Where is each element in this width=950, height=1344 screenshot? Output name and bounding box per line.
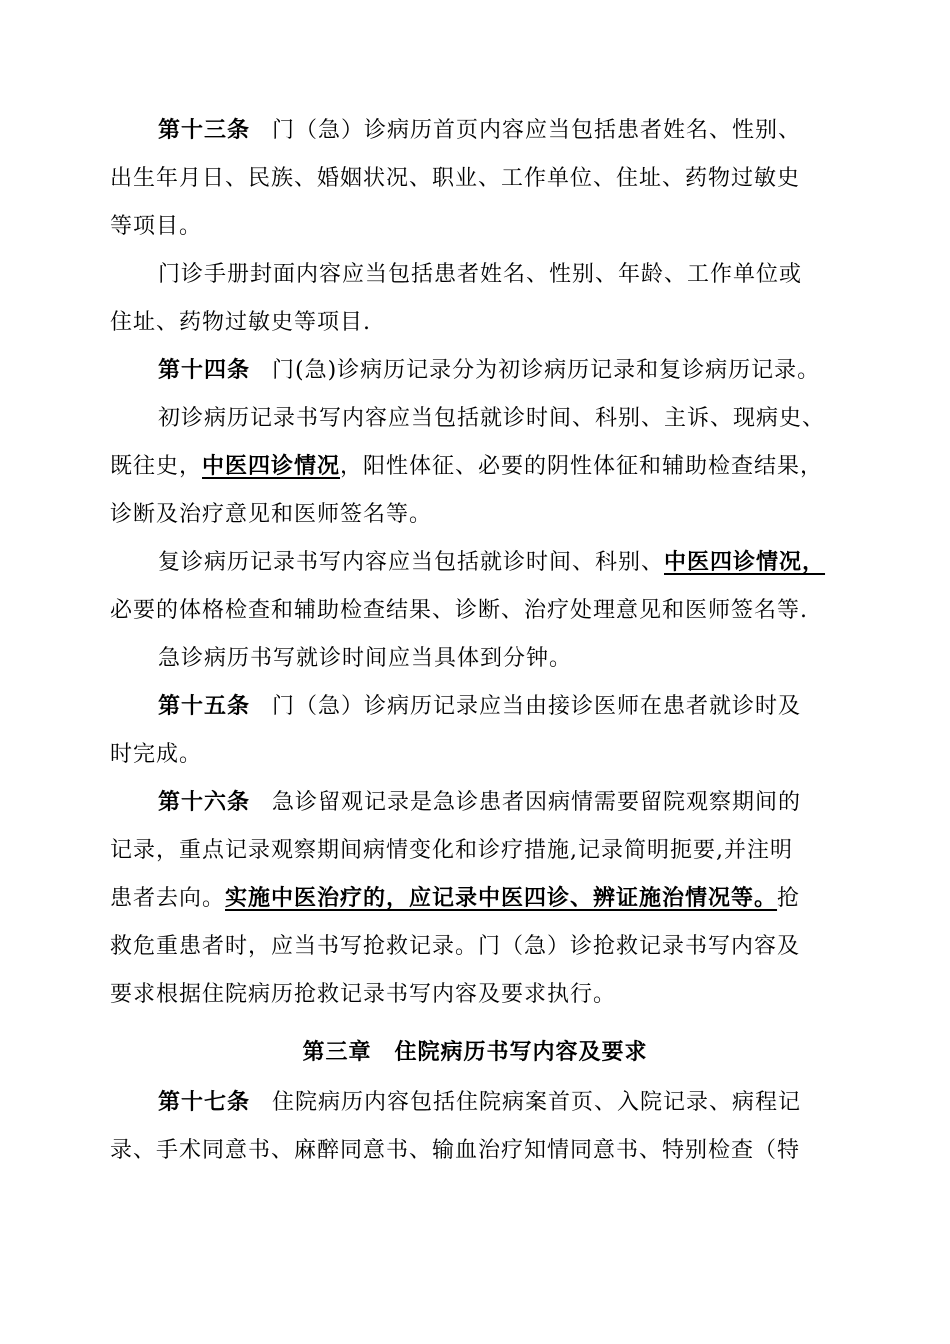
article-16-text: 急诊留观记录是急诊患者因病情需要留院观察期间的 <box>272 790 802 815</box>
article-16-line-2: 记录，重点记录观察期间病情变化和诊疗措施,记录简明扼要,并注明 <box>110 838 793 863</box>
article-17-label: 第十七条 <box>158 1090 251 1115</box>
chapter-3-heading: 第三章 住院病历书写内容及要求 <box>302 1040 648 1065</box>
article-14-para2-line-2 <box>110 456 823 478</box>
article-14-text: 门(急)诊病历记录分为初诊病历记录和复诊病历记录。 <box>272 358 821 383</box>
text-segment: 既往史， <box>110 454 203 479</box>
article-14-para4-line-1: 急诊病历书写就诊时间应当具体到分钟。 <box>158 646 573 671</box>
article-16-label: 第十六条 <box>158 790 251 815</box>
article-13-label: 第十三条 <box>158 118 251 143</box>
article-14-para2-line-1: 初诊病历记录书写内容应当包括就诊时间、科别、主诉、现病史、 <box>158 406 826 431</box>
article-16-line-1 <box>158 792 801 814</box>
emphasis-tcm-four-diagnostics: 中医四诊情况， <box>664 550 826 575</box>
article-13-text: 门（急）诊病历首页内容应当包括患者姓名、性别、 <box>272 118 802 143</box>
article-13-line-3: 等项目。 <box>110 214 203 239</box>
article-13-line-2: 出生年月日、民族、婚姻状况、职业、工作单位、住址、药物过敏史 <box>110 166 801 191</box>
article-17-line-2: 录、手术同意书、麻醉同意书、输血治疗知情同意书、特别检查（特 <box>110 1138 801 1163</box>
article-16-line-4: 救危重患者时，应当书写抢救记录。门（急）诊抢救记录书写内容及 <box>110 934 801 959</box>
article-13-para2-line-1: 门诊手册封面内容应当包括患者姓名、性别、年龄、工作单位或 <box>158 262 803 287</box>
text-segment: 患者去向。 <box>110 886 226 911</box>
article-14-para2-line-3: 诊断及治疗意见和医师签名等。 <box>110 502 433 527</box>
article-15-line-1 <box>158 696 801 718</box>
article-15-label: 第十五条 <box>158 694 251 719</box>
article-17-text: 住院病历内容包括住院病案首页、入院记录、病程记 <box>272 1090 802 1115</box>
emphasis-tcm-four-diagnostics: 中医四诊情况 <box>202 454 341 479</box>
article-16-line-3 <box>110 888 800 910</box>
article-15-line-2: 时完成。 <box>110 742 203 767</box>
article-13-para2-line-2: 住址、药物过敏史等项目. <box>110 310 371 335</box>
text-segment: 抢 <box>777 886 801 911</box>
article-17-line-1 <box>158 1092 801 1114</box>
text-segment: 复诊病历记录书写内容应当包括就诊时间、科别、 <box>158 550 665 575</box>
article-15-text: 门（急）诊病历记录应当由接诊医师在患者就诊时及 <box>272 694 802 719</box>
article-14-line-1 <box>158 360 820 382</box>
article-14-para3-line-1 <box>158 552 825 574</box>
emphasis-tcm-treatment: 实施中医治疗的，应记录中医四诊、辨证施治情况等。 <box>225 886 778 911</box>
article-13-line-1 <box>158 120 801 142</box>
text-segment: ，阳性体征、必要的阴性体征和辅助检查结果， <box>340 454 824 479</box>
article-14-label: 第十四条 <box>158 358 251 383</box>
article-14-para3-line-2: 必要的体格检查和辅助检查结果、诊断、治疗处理意见和医师签名等. <box>110 598 808 623</box>
article-16-line-5: 要求根据住院病历抢救记录书写内容及要求执行。 <box>110 982 617 1007</box>
